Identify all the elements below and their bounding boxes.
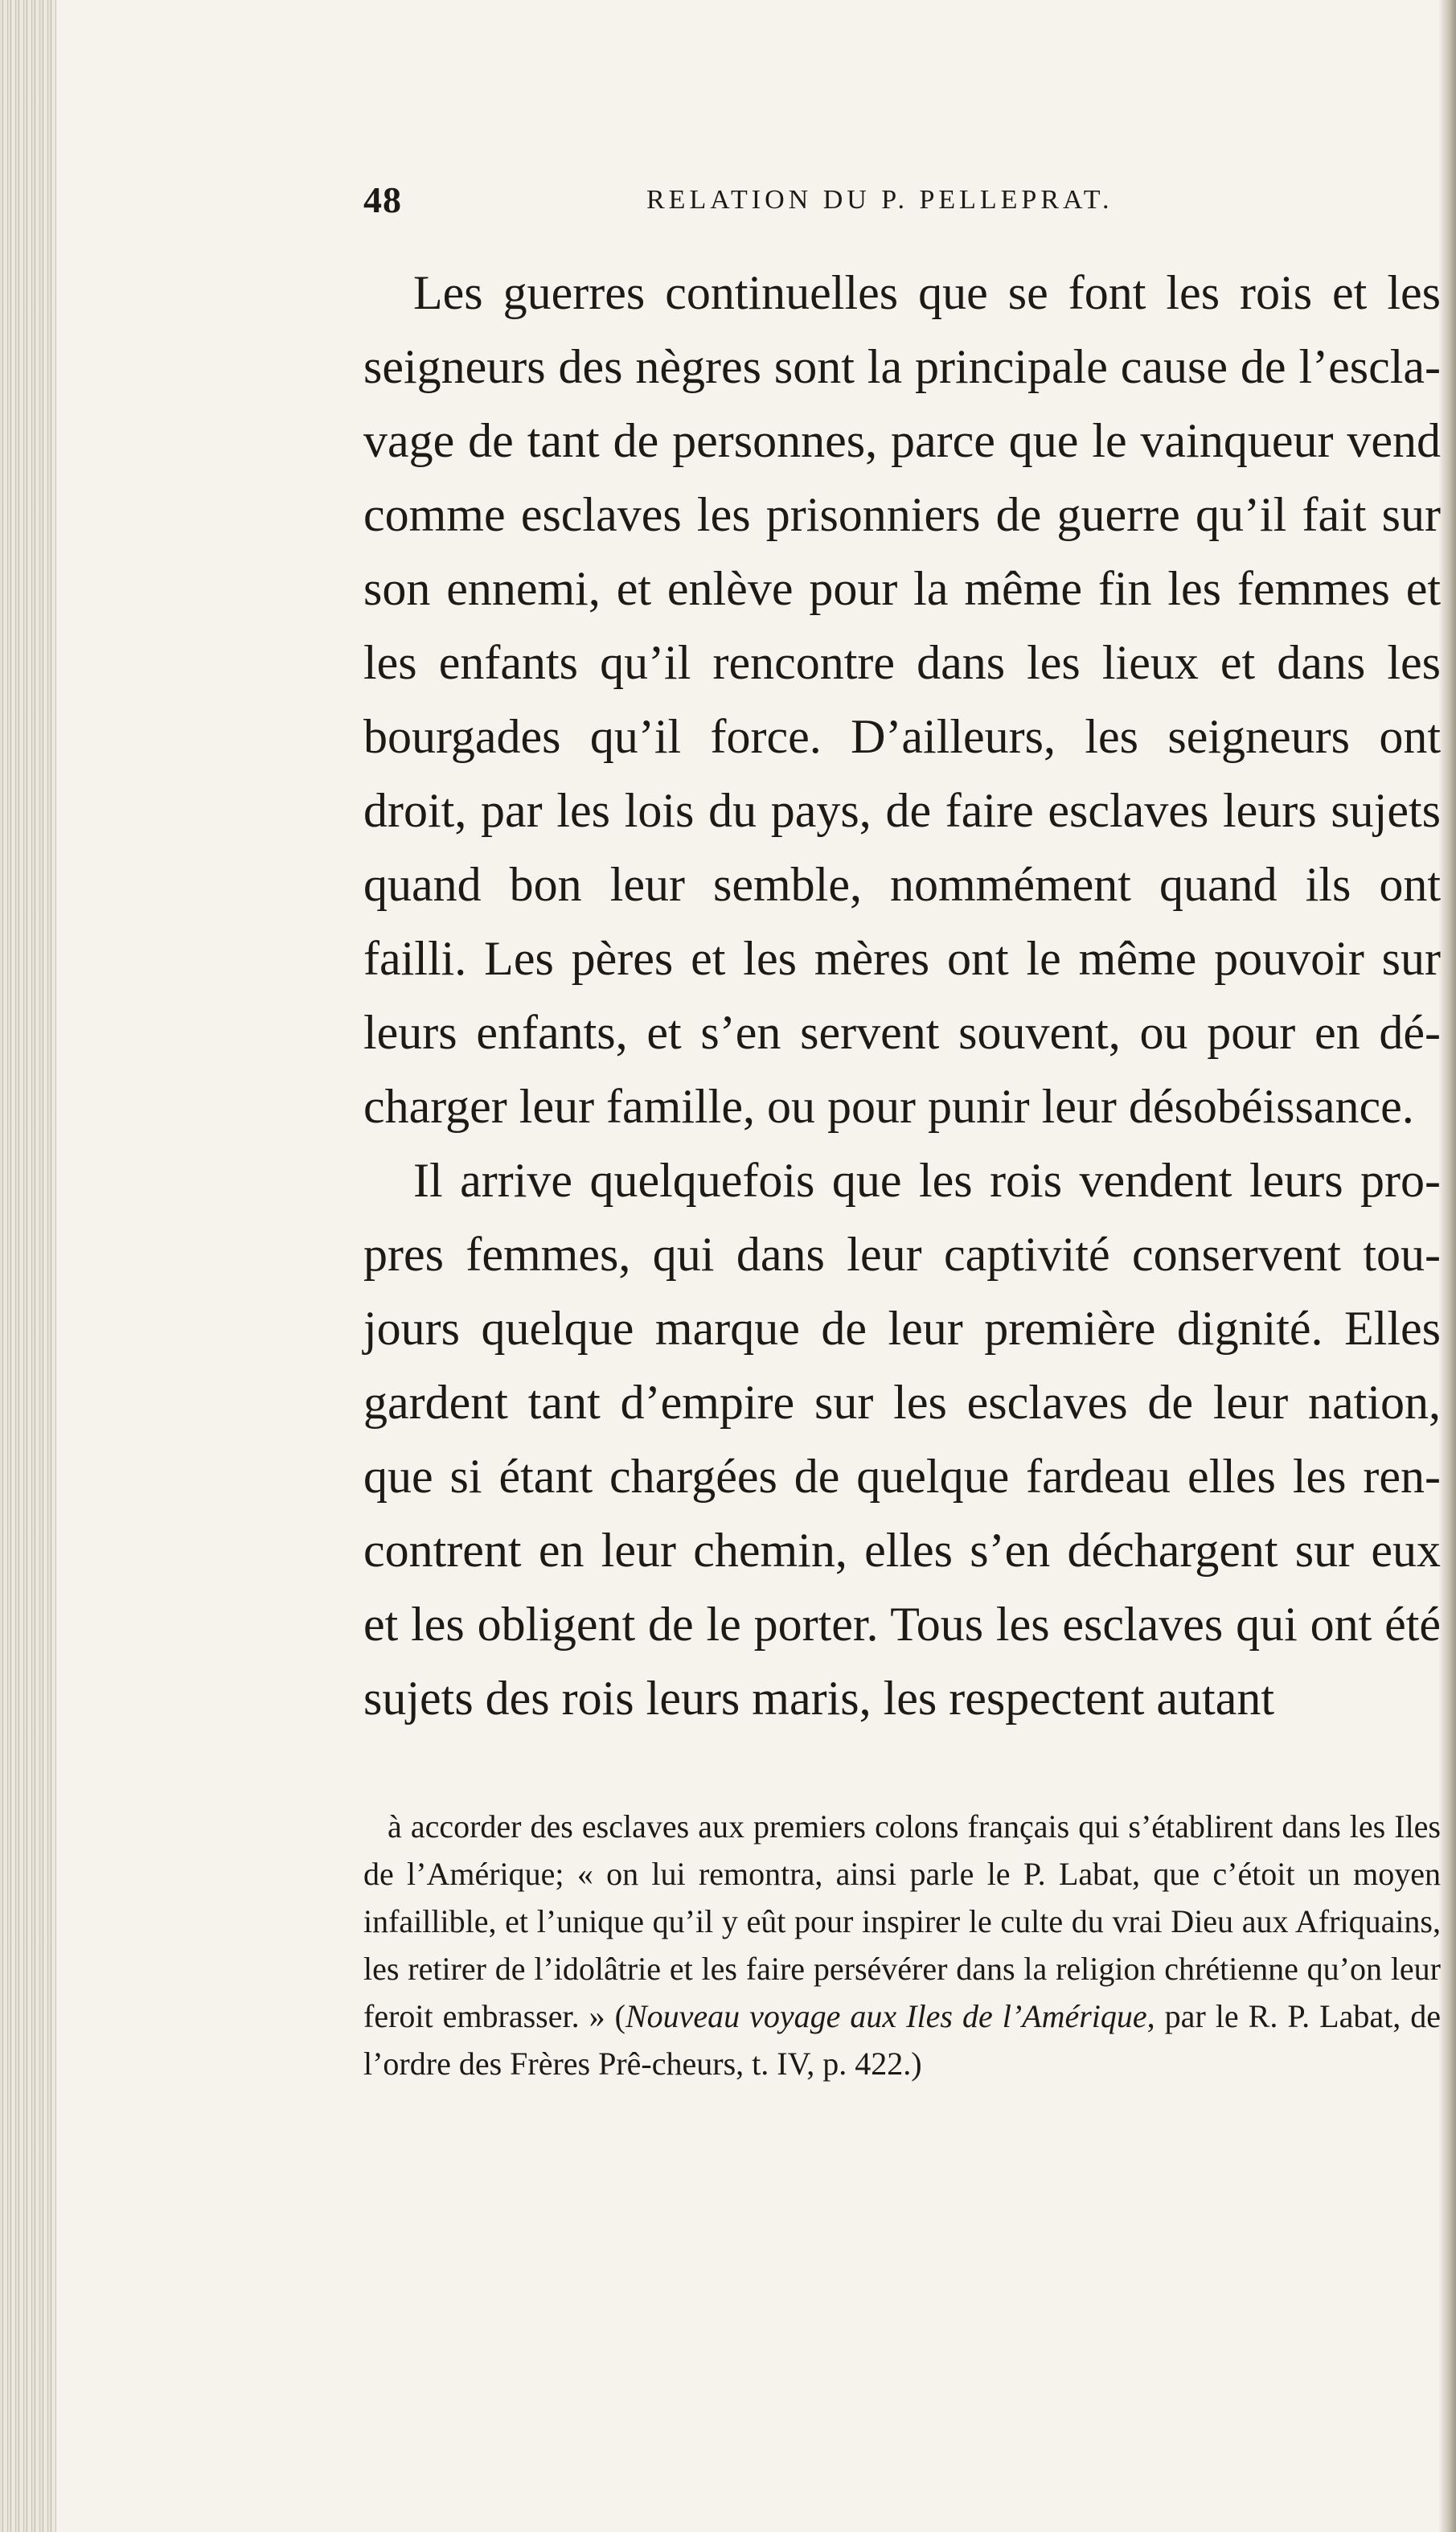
footnote bbox=[363, 1803, 1441, 2087]
paragraph: Les guerres continuelles que se font les rois et les seigneurs des nègres sont la principale cause de l’escla-vage de tant de personnes, parce que le vainqueur vend comme esclaves les prisonniers de guerre qu’il fait sur son ennemi, et enlève pour la même fin les femmes et les enfants qu’il rencontre dans les lieux et dans les bourgades qu’il force. D’ailleurs, les seigneurs ont droit, par les lois du pays, de faire esclaves leurs sujets quand bon leur semble, nommément quand ils ont failli. Les pères et les mères ont le même pouvoir sur leurs enfants, et s’en servent souvent, ou pour en dé-charger leur famille, ou pour punir leur désobéissance. bbox=[363, 266, 1441, 1133]
page-right-edge bbox=[1438, 0, 1456, 2532]
page-binding-edge bbox=[0, 0, 56, 2532]
footnote-text: à accorder des esclaves aux premiers colons français qui s’établirent dans les Iles de l’Amérique; « on lui remontra, ainsi parle le P. Labat, que c’étoit un moyen infaillible, et l’unique qu’il y eût pour inspirer le culte du vrai Dieu aux Afriquains, les retirer de l’idolâtrie et les faire persévérer dans la religion chrétienne qu’on leur feroit embrasser. » ( bbox=[363, 1808, 1441, 2034]
footnote-citation: , par le R. P. Labat, de l’ordre des Frères Prê-cheurs, t. IV, p. 422.) bbox=[363, 1998, 1442, 2082]
page-header bbox=[363, 179, 1441, 227]
page-number: 48 bbox=[363, 179, 402, 220]
body-text bbox=[363, 256, 1441, 1735]
paragraph: Il arrive quelquefois que les rois vendent leurs pro-pres femmes, qui dans leur captivité conservent tou-jours quelque marque de leur première dignité. Elles gardent tant d’empire sur les esclaves de leur nation, que si étant chargées de quelque fardeau elles les ren-contrent en leur chemin, elles s’en déchargent sur eux et les obligent de le porter. Tous les esclaves qui ont été sujets des rois leurs maris, les respectent autant bbox=[363, 1154, 1441, 1725]
footnote-book-title: Nouveau voyage aux Iles de l’Amérique bbox=[625, 1998, 1147, 2034]
running-head: RELATION DU P. PELLEPRAT. bbox=[646, 185, 1114, 215]
